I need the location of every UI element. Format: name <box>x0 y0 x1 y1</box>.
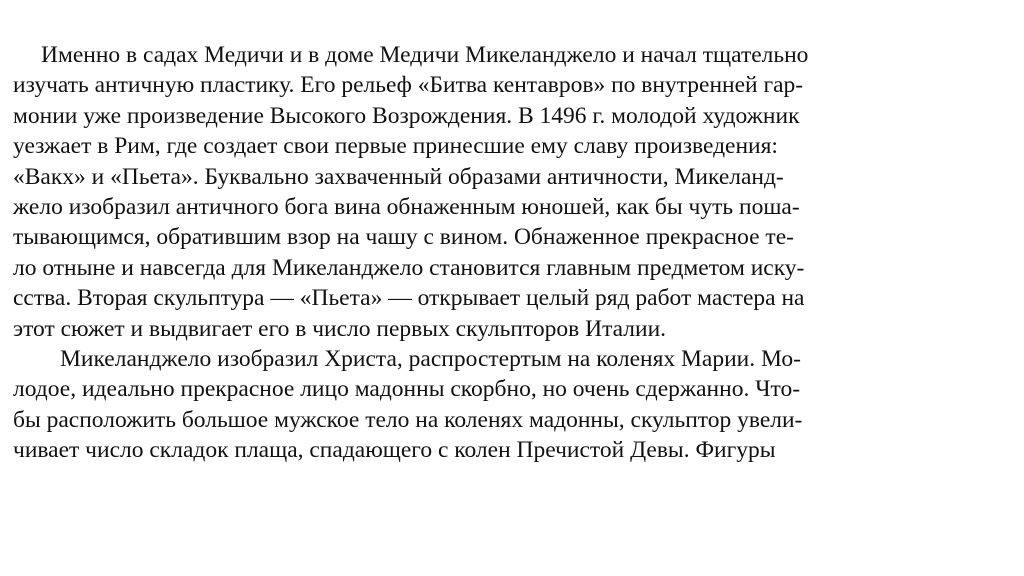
text-line: бы расположить большое мужское тело на коленях мадонны, скульптор увели- <box>13 406 803 433</box>
text-line: сства. Вторая скульптура — «Пьета» — открывает целый ряд работ мастера на <box>13 285 805 312</box>
text-block <box>13 40 1013 465</box>
text-line: «Вакх» и «Пьета». Буквально захваченный образами античности, Микеланд- <box>13 163 784 190</box>
paragraph-1 <box>13 40 1013 344</box>
text-line: изучать античную пластику. Его рельеф «Битва кентавров» по внутренней гар- <box>13 72 804 99</box>
text-line: Именно в садах Медичи и в доме Медичи Микеланджело и начал тщательно <box>41 42 809 68</box>
text-line: Микеланджело изобразил Христа, распростертым на коленях Марии. Мо- <box>60 345 801 372</box>
text-line: чивает число складок плаща, спадающего с колен Пречистой Девы. Фигуры <box>13 437 776 464</box>
text-line: жело изобразил античного бога вина обнаженным юношей, как бы чуть поша- <box>13 193 800 220</box>
text-line: этот сюжет и выдвигает его в число первых скульпторов Италии. <box>13 315 667 342</box>
text-line: тывающимся, обратившим взор на чашу с вином. Обнаженное прекрасное те- <box>13 224 794 251</box>
paragraph-2 <box>13 344 1013 466</box>
text-line: монии уже произведение Высокого Возрождения. В 1496 г. молодой художник <box>13 102 800 129</box>
text-line: ло отныне и навсегда для Микеланджело становится главным предметом иску- <box>13 254 805 281</box>
text-line: лодое, идеально прекрасное лицо мадонны скорбно, но очень сдержанно. Что- <box>13 376 801 403</box>
text-line: уезжает в Рим, где создает свои первые принесшие ему славу произведения: <box>13 133 778 160</box>
